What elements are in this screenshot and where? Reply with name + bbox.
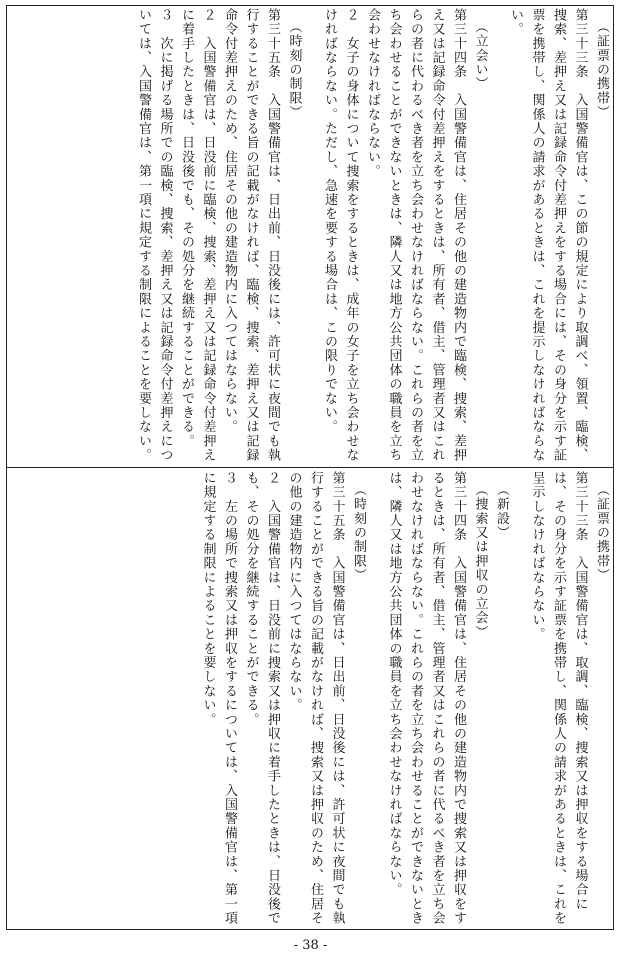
lower-article-33: 第三十三条 入国警備官は、取調、臨検、捜索又は押収をする場合には、その身分を示す証票を携帯し、関係人の請求があるときは、これを呈示しなければならない。 xyxy=(529,471,588,926)
upper-article-35-para-2: ２ 入国警備官は、日没前に臨検、捜索、差押え又は記録命令付差押えに着手したときは、日没後でも、その処分を継続することができる。 xyxy=(179,8,216,463)
lower-heading-35: （時刻の制限） xyxy=(351,483,366,583)
upper-article-34-para-2: ２ 女子の身体について捜索をするときは、成年の女子を立ち会わせなければならない。ただし、急速を要する場合は、この限りでない。 xyxy=(322,8,359,463)
lower-new-provision-note: （新設） xyxy=(494,483,509,540)
upper-heading-34: （立会い） xyxy=(472,20,488,91)
upper-heading-33: （証票の携帯） xyxy=(594,20,609,120)
upper-article-33: 第三十三条 入国警備官は、この節の規定により取調べ、領置、臨検、捜索、差押え又は記録命令付差押えをする場合には、その身分を示す証票を携帯し、関係人の請求があるときは、これを提示しなければならない。 xyxy=(508,8,588,463)
upper-gap-2 xyxy=(305,8,319,464)
page-number: - 38 - xyxy=(293,938,328,953)
upper-panel-revised-text xyxy=(8,8,612,464)
lower-article-35-para-3: ３ 左の場所で捜索又は押収をするについては、入国警備官は、第一項に規定する制限によることを要しない。 xyxy=(200,471,237,926)
upper-article-35-para-3: ３ 次に掲げる場所での臨検、捜索、差押え又は記録命令付差押えについては、入国警備官は、第一項に規定する制限によることを要しない。 xyxy=(136,8,173,463)
lower-vertical-text xyxy=(8,471,612,927)
lower-gap-2 xyxy=(369,471,383,927)
upper-heading-35: （時刻の制限） xyxy=(286,20,302,120)
upper-article-35: 第三十五条 入国警備官は、日出前、日没後には、許可状に夜間でも執行することができる旨の記載がなければ、臨検、捜索、差押え又は記録命令付差押えのため、住居その他の建造物内に入つてはならない。 xyxy=(222,8,280,463)
lower-article-34: 第三十四条 入国警備官は、住居その他の建造物内で捜索又は押収をするときは、所有者、借主、管理者又はこれらの者に代るべき者を立ち会わせなければならない。これらの者を立ち会わせることができないときは、隣人又は地方公共団体の職員を立ち会わせなければならない。 xyxy=(386,471,466,926)
lower-panel-current-text xyxy=(8,471,612,927)
section-divider xyxy=(6,467,614,468)
lower-article-35: 第三十五条 入国警備官は、日出前、日没後には、許可状に夜間でも執行することができる旨の記載がなければ、捜索又は押収のため、住居その他の建造物内に入つてはならない。 xyxy=(286,471,345,926)
upper-vertical-text xyxy=(8,8,612,464)
lower-heading-33: （証票の携帯） xyxy=(594,483,609,583)
lower-gap-1 xyxy=(512,471,526,927)
upper-gap-1 xyxy=(491,8,505,464)
lower-heading-34: （捜索又は押収の立会） xyxy=(472,483,488,640)
upper-article-34: 第三十四条 入国警備官は、住居その他の建造物内で臨検、捜索、差押え又は記録命令付差押えをするときは、所有者、借主、管理者又はこれらの者に代わるべき者を立ち会わせなければならない。これらの者を立ち会わせることができないときは、隣人又は地方公共団体の職員を立ち会わせなければならない。 xyxy=(365,8,466,463)
lower-article-35-para-2: ２ 入国警備官は、日没前に捜索又は押収に着手したときは、日没後でも、その処分を継続することができる。 xyxy=(243,471,280,926)
